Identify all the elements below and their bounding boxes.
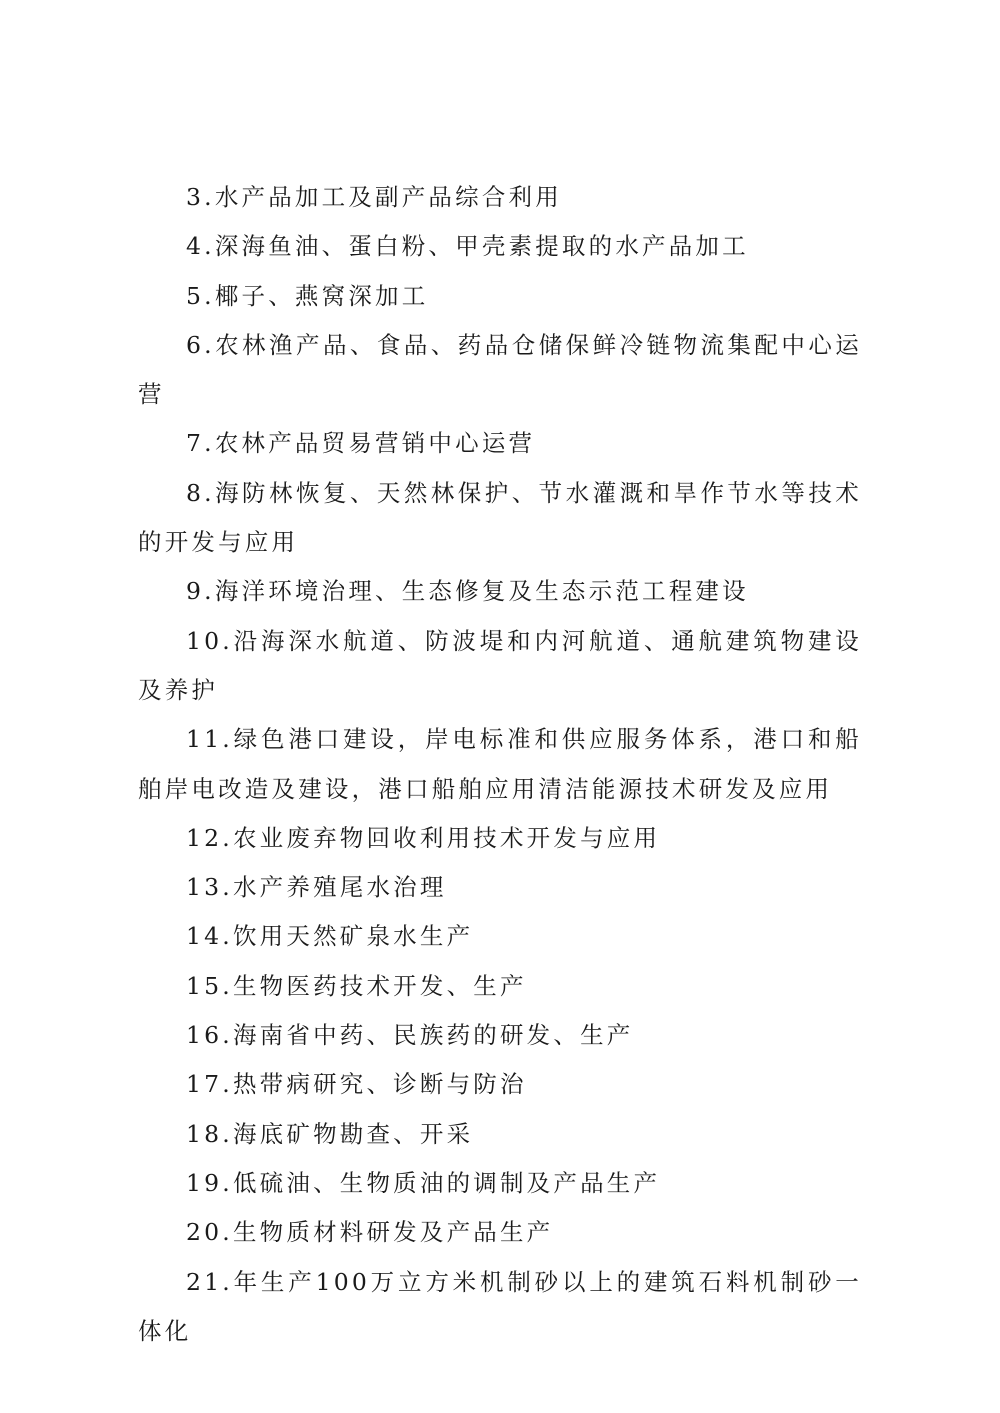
list-item: 8.海防林恢复、天然林保护、节水灌溉和旱作节水等技术的开发与应用 [138, 478, 862, 557]
list-item: 5.椰子、燕窝深加工 [186, 281, 429, 310]
list-item: 21.年生产100万立方米机制砂以上的建筑石料机制砂一体化 [138, 1267, 862, 1345]
list-item: 6.农林渔产品、食品、药品仓储保鲜冷链物流集配中心运营 [138, 330, 862, 409]
list-item: 18.海底矿物勘查、开采 [186, 1119, 474, 1148]
list-item: 3.水产品加工及副产品综合利用 [186, 183, 562, 211]
list-item: 11.绿色港口建设，岸电标准和供应服务体系，港口和船舶岸电改造及建设，港口船舶应用清洁能源技术研发及应用 [138, 725, 862, 803]
document-body [138, 173, 862, 1356]
list-item: 10.沿海深水航道、防波堤和内河航道、通航建筑物建设及养护 [138, 626, 862, 704]
list-item: 4.深海鱼油、蛋白粉、甲壳素提取的水产品加工 [186, 232, 749, 261]
list-item: 20.生物质材料研发及产品生产 [186, 1218, 554, 1247]
list-item: 12.农业废弃物回收利用技术开发与应用 [186, 823, 661, 852]
list-item: 7.农林产品贸易营销中心运营 [186, 429, 536, 458]
list-item: 9.海洋环境治理、生态修复及生态示范工程建设 [186, 577, 749, 606]
list-item: 16.海南省中药、民族药的研发、生产 [186, 1021, 634, 1050]
list-item: 14.饮用天然矿泉水生产 [186, 922, 474, 951]
list-item: 17.热带病研究、诊断与防治 [186, 1070, 527, 1099]
list-item: 15.生物医药技术开发、生产 [186, 971, 527, 1000]
list-item: 13.水产养殖尾水治理 [186, 873, 447, 902]
list-item: 19.低硫油、生物质油的调制及产品生产 [186, 1168, 661, 1197]
